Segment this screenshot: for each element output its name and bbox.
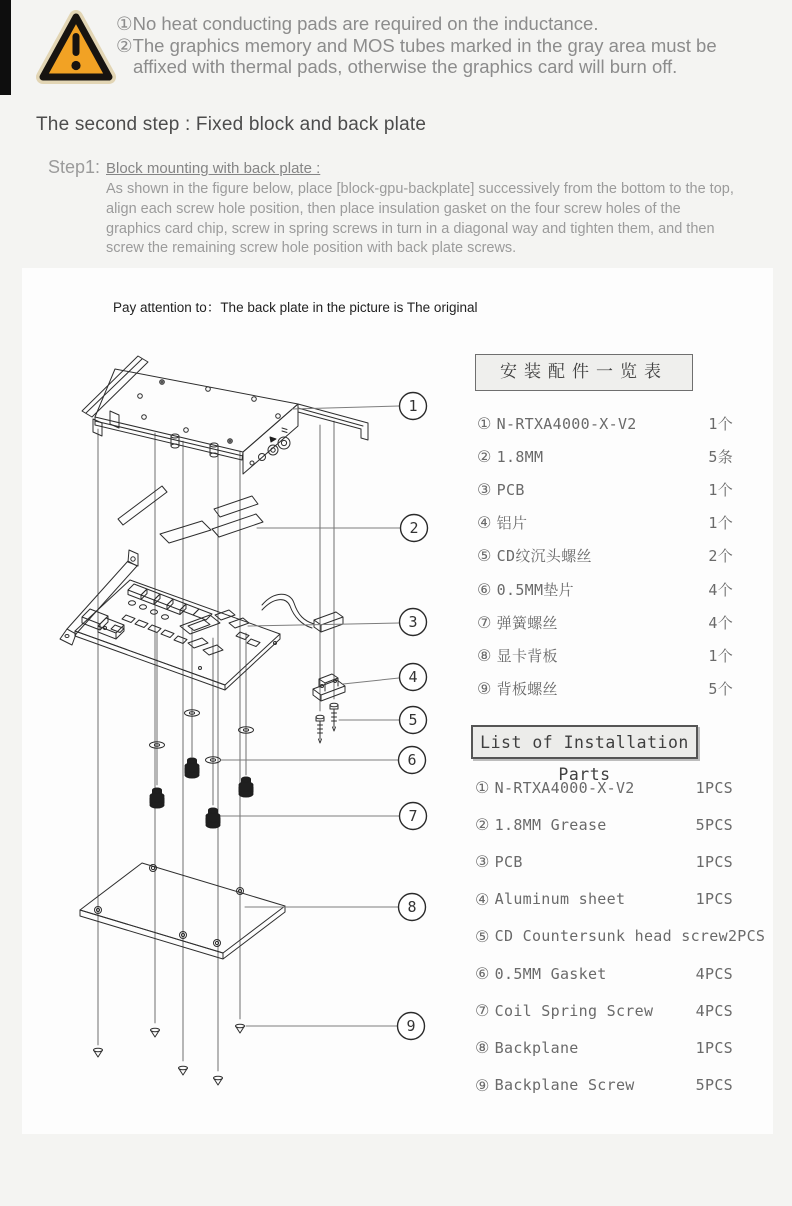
parts-cn-row	[477, 672, 733, 705]
svg-text:9: 9	[406, 1017, 416, 1035]
item-qty: 1个	[708, 646, 733, 665]
item-label: N-RTXA4000-X-V2	[496, 414, 637, 433]
item-qty: 4个	[708, 580, 733, 599]
item-number: ③	[475, 852, 490, 872]
backplate	[80, 863, 285, 959]
item-label: 0.5MM垫片	[496, 580, 574, 599]
item-qty: 4PCS	[695, 1001, 733, 1020]
callout-2	[401, 515, 428, 542]
item-number: ④	[475, 889, 490, 909]
callout-1	[400, 393, 427, 420]
svg-text:3: 3	[408, 613, 418, 631]
screw-axis-lines	[98, 421, 334, 1071]
item-number: ⑦	[477, 612, 492, 632]
warning-line-3: affixed with thermal pads, otherwise the graphics card will burn off.	[133, 56, 678, 77]
item-number: ⑧	[475, 1038, 490, 1058]
item-label: PCB	[496, 480, 525, 499]
step1-subtitle: Block mounting with back plate :	[106, 160, 321, 177]
parts-en-row	[475, 955, 733, 992]
warning-line-1: ①No heat conducting pads are required on the inductance.	[116, 13, 599, 34]
callout-6	[399, 747, 426, 774]
item-number: ④	[477, 513, 492, 533]
item-number: ②	[475, 815, 490, 835]
parts-table-en	[475, 769, 766, 1104]
parts-en-row	[475, 843, 733, 880]
parts-cn-row	[477, 506, 733, 539]
item-qty: 1个	[708, 514, 733, 533]
parts-cn-row	[477, 407, 733, 440]
exploded-assembly-diagram	[30, 333, 470, 1115]
item-label: Coil Spring Screw	[494, 1001, 654, 1020]
item-label: 弹簧螺丝	[496, 613, 558, 632]
item-number: ②	[477, 447, 492, 467]
item-number: ⑦	[475, 1001, 490, 1021]
callout-3	[400, 609, 427, 636]
callout-7	[400, 803, 427, 830]
item-qty: 1PCS	[695, 890, 733, 909]
parts-en-row	[475, 1067, 733, 1104]
callout-leader-lines	[221, 406, 400, 1026]
parts-en-row	[475, 881, 733, 918]
page-corner-mark	[0, 0, 11, 95]
item-qty: 1PCS	[695, 778, 733, 797]
item-label: CD Countersunk head screw	[494, 927, 728, 946]
gasket-washers	[150, 710, 254, 763]
item-qty: 5PCS	[695, 815, 733, 834]
item-number: ⑧	[477, 645, 492, 665]
item-qty: 5条	[708, 448, 733, 467]
callout-9	[398, 1013, 425, 1040]
item-number: ⑤	[477, 546, 492, 566]
step1-body: As shown in the figure below, place [block-gpu-backplate] successively from the bottom to the top, align each screw hole position, then place insulation gasket on the four screw holes of the graphics card chip, screw in spring screws in turn in a diagonal way and tighten them, and then screw the remaining screw hole position with back plate screws.	[106, 181, 734, 257]
parts-table-cn	[477, 407, 733, 705]
section-title: The second step : Fixed block and back plate	[36, 114, 427, 135]
item-label: 显卡背板	[496, 646, 558, 665]
warning-triangle-icon	[36, 10, 116, 88]
item-qty: 1PCS	[695, 852, 733, 871]
countersunk-screws	[316, 703, 338, 743]
item-label: CD纹沉头螺丝	[496, 547, 592, 566]
item-number: ⑥	[475, 964, 490, 984]
item-qty: 2PCS	[727, 927, 766, 946]
item-label: Backplane Screw	[494, 1076, 635, 1095]
parts-cn-row	[477, 539, 733, 572]
item-label: 铝片	[496, 514, 528, 533]
item-qty: 4个	[708, 613, 733, 632]
thermal-pads	[118, 486, 263, 543]
parts-en-row	[475, 992, 733, 1029]
item-number: ⑥	[477, 579, 492, 599]
parts-cn-row	[477, 606, 733, 639]
svg-text:4: 4	[408, 668, 418, 686]
item-qty: 1个	[708, 415, 733, 434]
parts-cn-row	[477, 639, 733, 672]
callout-5	[400, 707, 427, 734]
coil-spring-screws	[150, 758, 253, 828]
svg-text:2: 2	[409, 519, 419, 537]
item-label: 背板螺丝	[496, 679, 558, 698]
item-number: ①	[477, 414, 492, 434]
item-number: ⑨	[475, 1075, 490, 1095]
item-qty: 1PCS	[695, 1038, 733, 1057]
item-number: ⑨	[477, 678, 492, 698]
item-qty: 4PCS	[695, 964, 733, 983]
item-label: 1.8MM Grease	[494, 815, 607, 834]
svg-text:1: 1	[408, 397, 418, 415]
parts-en-row	[475, 1029, 733, 1066]
parts-en-row	[475, 806, 733, 843]
warning-line-2: ②The graphics memory and MOS tubes marked in the gray area must be	[116, 34, 717, 56]
attention-note: Pay attention to：The back plate in the picture is The original	[113, 300, 478, 315]
item-qty: 5PCS	[695, 1076, 733, 1095]
item-qty: 5个	[708, 679, 733, 698]
callout-8	[399, 894, 426, 921]
parts-en-row	[475, 769, 733, 806]
item-number: ③	[477, 480, 492, 500]
parts-en-row	[475, 918, 766, 955]
pcb-assembly	[60, 550, 343, 690]
item-label: 0.5MM Gasket	[494, 964, 607, 983]
step1-label: Step1:	[48, 157, 101, 177]
item-label: Backplane	[494, 1038, 579, 1057]
backplate-screws	[94, 1024, 245, 1085]
svg-text:5: 5	[408, 711, 418, 729]
svg-text:7: 7	[408, 807, 418, 825]
item-label: PCB	[494, 852, 523, 871]
item-qty: 1个	[708, 481, 733, 500]
warning-text	[116, 13, 717, 78]
parts-table-en-header: List of Installation Parts	[471, 725, 698, 759]
svg-text:8: 8	[407, 898, 417, 916]
aluminum-sheet-part	[313, 674, 345, 701]
parts-cn-row	[477, 440, 733, 473]
water-block	[82, 356, 368, 474]
item-qty: 2个	[708, 547, 733, 566]
parts-cn-row	[477, 473, 733, 506]
item-number: ⑤	[475, 926, 490, 946]
svg-text:6: 6	[407, 751, 417, 769]
item-number: ①	[475, 778, 490, 798]
callout-4	[400, 664, 427, 691]
parts-cn-row	[477, 572, 733, 605]
parts-table-cn-header: 安装配件一览表	[475, 354, 693, 391]
item-label: N-RTXA4000-X-V2	[494, 778, 635, 797]
item-label: 1.8MM	[496, 447, 544, 466]
item-label: Aluminum sheet	[494, 890, 626, 909]
